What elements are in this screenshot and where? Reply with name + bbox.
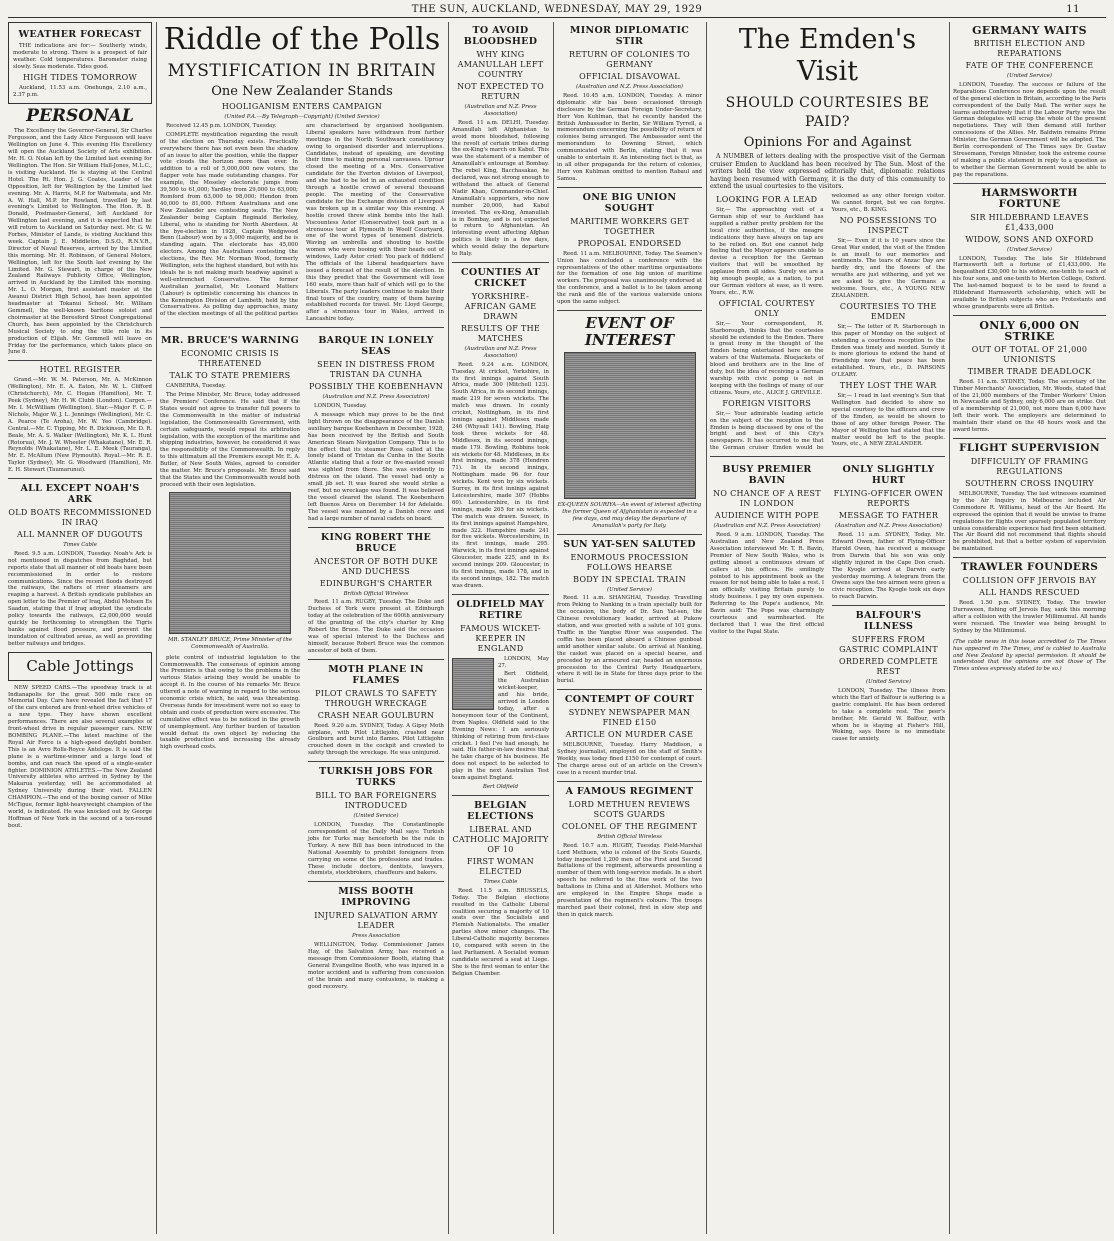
page-number: 11: [1066, 4, 1080, 15]
harmsworth-sub2: WIDOW, SONS AND OXFORD: [965, 234, 1094, 244]
turkish-body: LONDON, Tuesday. The Constantinople correspondent of the Daily Mail says: Turkish jobs for Turks may henceforth be the rule in Turkey. A new Bill has been introduced in the National Assembly to prohibit foreigners from carrying on some of the professions and trades. These include doctors, dentists, lawyers, chemists, stockbrokers, chauffeurs and bakers.: [308, 822, 444, 877]
moth-subtitle: PILOT CRAWLS TO SAFETY THROUGH WRECKAGE: [315, 688, 437, 708]
flight-sub2: SOUTHERN CROSS INQUIRY: [965, 479, 1094, 488]
balfour-body: LONDON, Tuesday. The illness from which the Earl of Balfour is suffering is a gastric complaint. He has been ordered to take a complete rest. The peer's brother, Mr. Gerald W. Balfour, with whom he is staying at Fisher's Hill, Woking, says there is no immediate cause for anxiety.: [832, 688, 945, 743]
column-5: [557, 22, 702, 1234]
emden-letters: [710, 193, 945, 452]
column-8: [953, 22, 1106, 1234]
robert-bruce-body: Reed. 11 a.m. RUGBY, Tuesday. The Duke and Duchess of York were present at Edinburgh today at the celebration of the 600th anniversary of the granting of the city's charter by King Robert the Bruce. The Duke said the occasion was of special interest to the Duchess and himself, because Robert Bruce was the common ancestor of both of them.: [308, 599, 444, 654]
letter-4-title: NO POSSESSIONS TO INSPECT: [839, 215, 937, 235]
cricket-credit: (Australian and N.Z. Press Association): [464, 345, 537, 359]
barque-subtitle: SEEN IN DISTRESS FROM TRISTAN DA CUNHA: [317, 360, 435, 380]
divider: [308, 659, 444, 660]
divider: [160, 327, 444, 328]
regiment-title: A FAMOUS REGIMENT: [565, 785, 694, 797]
riddle-dateline: Received 12.45 p.m. LONDON, Tuesday.: [166, 122, 277, 129]
emden-lower-columns: [710, 461, 945, 745]
souriya-photo: [564, 352, 696, 499]
bruce-body-2: plete control of industrial legislation to the Commonwealth. The consensus of opinion among the Premiers is that owing to the problems in the various States arising they would be unable to accept it. In the course of his remarks Mr. Bruce uttered a note of warning in regard to the serious economic crisis which, he said, was threatening. Overseas funds for investment were not so easy to obtain and costs of production were excessive. The cumulative effect was to be noticed in the growth of unemployment. Any further burden of taxation would defeat its own object by reducing the taxable production and increasing the already high overhead costs.: [160, 654, 300, 751]
belgian-sub2: FIRST WOMAN ELECTED: [466, 856, 535, 876]
column-rule: [448, 22, 449, 1234]
riddle-sub2: One New Zealander Stands: [211, 84, 393, 99]
oldfield-dateline: LONDON, May 27.: [498, 655, 549, 669]
contempt-title: CONTEMPT OF COURT: [564, 694, 695, 706]
letter-2-body: Sir,— Your correspondent, H. Starborough, thinks that the courtesies should be extended to the Emden. There is great irony in the thought of the Emden being entertained here on the waters of the Waitemata. Bluejackets of blood and brothers are in the line of duty, but the idea of receiving a German warship with civic pomp is not in keeping with the feelings of many of our citizens. Yours, etc., ALICE J. GREVILLE.: [710, 320, 824, 396]
avoid-bloodshed-title: TO AVOID BLOODSHED: [463, 25, 538, 47]
cricket-title: COUNTIES AT CRICKET: [461, 266, 540, 289]
germany-waits-body: LONDON, Tuesday. The success or failure of the Reparations Conference now depends upon the result of the general election in Britain, according to the Paris correspondent of the Daily Mail. The writer says he learns authoritatively that if the Labour Party wins the German delegates will scrap the whole of the present negotiations. They will then demand still further concessions of the Allies. Mr. Baldwin remains Prime Minister, the German Government will be adopted. The Berlin correspondent of The Times says Dr. Gustav Stresemann, Foreign Minister, took the extreme course of making a public statement in reply to a question as to whether the German Government would be able to pay the reparations.: [953, 81, 1106, 178]
turkish-subtitle: BILL TO BAR FOREIGNERS INTRODUCED: [315, 791, 437, 811]
divider: [953, 183, 1106, 184]
riddle-sub3: HOOLIGANISM ENTERS CAMPAIGN: [221, 102, 383, 111]
divider: [308, 881, 444, 882]
riddle-subtitle: MYSTIFICATION IN BRITAIN: [167, 61, 437, 81]
divider: [953, 438, 1106, 439]
riddle-columns: [160, 123, 444, 323]
trawler-body: Reed. 1.50 p.m. SYDNEY, Today. The trawler Durraween, fishing off Jervois Bay, sank this morning after a collision with the trawler Millimumul. All hands were rescued. The trawler was being brought to Sydney by the Millimumul.: [953, 600, 1106, 634]
letter-3-title: FOREIGN VISITORS: [722, 398, 812, 408]
divider: [8, 360, 152, 361]
letter-5-body: Sir,— The letter of R. Starborough in this paper of Monday on the subject of extending a courteous reception to the Emden was timely and needed. Surely it is more glorious to extend the hand of friendship now that peace has been established. Yours, etc., D. PARSONS O'LEARY.: [831, 323, 945, 379]
divider: [557, 187, 702, 188]
barque-body: A message which may prove to be the first light thrown on the disappearance of the Danish auxiliary barque Koebenhavn in December, 1928, has been received by the British and South American Steam Navigation Company. This is to the effect that its steamer Ross called at the lonely island of Tristan da Cunha in the South Atlantic stating that a four or five-masted vessel was sighted from there. She was evidently in distress on the island. The vessel had only a small jib set. It was feared she would strike a reef, but no wreckage was found. It was believed the vessel cleared the island. The Koebenhavn left Buenos Aires on December 14 for Adelaide. The vessel was manned by a Danish crew and had a large number of naval cadets on board.: [308, 412, 444, 522]
trawler-sub2: ALL HANDS RESCUED: [979, 588, 1080, 598]
owen-title: ONLY SLIGHTLY HURT: [842, 464, 935, 487]
riddle-title: Riddle of the Polls: [163, 22, 441, 57]
cable-jottings-body: NEW SPEED CARS.—The speedway track is at Indianapolis for the great 500 mile race on Memorial Day. Cars have revealed the fact that 17 of the cars entered are front-wheel drive vehicles of a new type. They have shown excellent performances. There are also several examples of front-wheel drive in regular passenger cars. NEW BOMBING PLANE.—The latest machine of the Royal Air Force is a high-speed daylight bomber. This is an Avro Rolls-Royce Antelope. It is said the plane is a wartime-winner and a large load of bombs, and can reach the speed of a single-seater fighter. DOMINION ATHLETES.—The New Zealand University athletes who arrived in Sydney by the Makarua yesterday, will be accommodated at Sydney University during their visit. FALLEN CHAMPION.—The end of the boxing career of Mike McTigue, former light-heavyweight champion of the world, is indicated. He was knocked out by George Hoffman of New York in the second of a ten-round bout.: [8, 684, 152, 829]
moth-title: MOTH PLANE IN FLAMES: [328, 663, 424, 686]
trawler-subtitle: COLLISION OFF JERVOIS BAY: [962, 576, 1097, 586]
strike-subtitle: OUT OF TOTAL OF 21,000 UNIONISTS: [971, 344, 1088, 364]
barque-sub2: POSSIBLY THE KOEBENHAVN: [308, 382, 444, 392]
weather-text: THE indications are for:— Southerly winds, moderate to strong. There is a prospect of fair weather. Cold temperatures. Barometer rising slowly. Seas moderate. Tides good.: [13, 43, 147, 70]
regiment-credit: British Official Wireless: [597, 833, 662, 840]
sun-yat-sen-credit: (United Service): [607, 586, 652, 593]
harmsworth-body: LONDON, Tuesday. The late Sir Hildebrand Harmsworth left a fortune of £1,433,000. He bequeathed £30,000 to his widow, one-tenth to each of his four sons, and one-tenth to Merton College, Oxford. The last-named bequest is to be used to found a Hildebrand Harmsworth scholarship, which will be available to British subjects who are Protestants and whose grandparents were all British.: [953, 255, 1106, 310]
bavin-credit: (Australian and N.Z. Press Association): [713, 523, 821, 530]
diplomatic-title: MINOR DIPLOMATIC STIR: [569, 25, 690, 47]
diplomatic-sub2: OFFICIAL DISAVOWAL: [579, 72, 680, 81]
moth-body: Reed. 9.20 a.m. SYDNEY, Today. A Gipsy Moth airplane, with Pilot Littlejohn, crashed near Goulburn and burst into flames. Pilot Littlejohn crouched down in the cockpit and crawled to safety through the wreckage. He was uninjured.: [308, 722, 444, 757]
divider: [308, 761, 444, 762]
divider: [557, 310, 702, 311]
bavin-subtitle: NO CHANCE OF A REST IN LONDON: [713, 489, 821, 509]
lower-columns: [160, 332, 444, 992]
balfour-title: BALFOUR'S ILLNESS: [855, 610, 922, 633]
booth-title: MISS BOOTH IMPROVING: [338, 886, 414, 909]
balfour-credit: (United Service): [866, 679, 911, 686]
flight-title: FLIGHT SUPERVISION: [959, 442, 1100, 454]
one-union-subtitle: MARITIME WORKERS GET TOGETHER: [570, 216, 689, 236]
turkish-title: TURKISH JOBS FOR TURKS: [319, 766, 433, 789]
regiment-body: Reed. 10.7 a.m. RUGBY, Tuesday. Field-Marshal Lord Methuen, who is colonel of the Scots Guards, today inspected 1,200 men of the First and Second Battalions of the regiment, afterwards presenting a number of them with long-service medals. In a short speech he referred to the fine work of the two battalions in China and at Aldershot. Mothers who are employed in the Empire Shops made a presentation of the regiment's colours. The troops marched past their colonel, first in slow step and then in quick march.: [557, 842, 702, 918]
moth-sub2: CRASH NEAR GOULBURN: [317, 710, 435, 720]
booth-body: WELLINGTON, Today. Commissioner James Hay, of the Salvation Army, has received a message from Commissioner Booth, stating that General Evangeline Booth, who was injured in a motor accident and is suffering from concussion of the brain and many contusions, is making a good recovery.: [308, 942, 444, 990]
divider: [557, 781, 702, 782]
masthead-title: THE SUN, AUCKLAND, WEDNESDAY, MAY 29, 1929: [411, 4, 703, 15]
oldfield-title: OLDFIELD MAY RETIRE: [456, 598, 545, 621]
riddle-credit: (United P.A.—By Telegraph—Copyright) (United Service): [224, 114, 380, 120]
one-union-sub2: PROPOSAL ENDORSED: [577, 238, 682, 248]
noahs-ark-credit: Times Cable: [63, 542, 97, 549]
owen-sub2: MESSAGE TO FATHER: [838, 511, 939, 521]
booth-credit: Press Association: [352, 933, 400, 940]
emden-title: The Emden's Visit: [738, 24, 917, 87]
robert-bruce-sub2: EDINBURGH'S CHARTER: [319, 578, 433, 588]
divider: [953, 557, 1106, 558]
regiment-sub2: COLONEL OF THE REGIMENT: [561, 821, 698, 831]
germany-waits-title: GERMANY WAITS: [972, 24, 1087, 37]
barque-credit: (Australian and N.Z. Press Association): [322, 394, 430, 401]
cable-jottings-title: Cable Jottings: [26, 656, 134, 675]
personal-title: PERSONAL: [26, 106, 134, 127]
contempt-sub2: ARTICLE ON MURDER CASE: [565, 730, 694, 740]
owen-column: [832, 461, 945, 745]
emden-subtitle: SHOULD COURTESIES BE PAID?: [725, 95, 930, 130]
noahs-ark-title: ALL EXCEPT NOAH'S ARK: [20, 483, 140, 506]
bruce-photo: [169, 492, 291, 634]
tides-title: HIGH TIDES TOMORROW: [23, 72, 137, 82]
letter-2-title: OFFICIAL COURTESY ONLY: [718, 298, 815, 318]
one-union-body: Reed. 11 a.m. MELBOURNE, Today. The Seamen's Union has concluded a conference with the representatives of the other maritime organisations for the formation of one big union of maritime workers. The proposal was unanimously endorsed at the conference, and a ballot is to be taken among the rank and file of the various waterside unions upon the same subject.: [557, 250, 702, 306]
flight-subtitle: DIFFICULTY OF FRAMING REGULATIONS: [970, 457, 1089, 476]
belgian-credit: Times Cable: [483, 878, 518, 885]
booth-subtitle: INJURED SALVATION ARMY LEADER: [314, 911, 438, 931]
diplomatic-body: Reed. 10.45 a.m. LONDON, Tuesday. A minor diplomatic stir has been occasioned through disclosure by the German Foreign Under-Secretary, Herr Von Kuhlman, that he recently handed the British Ambassador in Berlin, Sir William Tyrrell, a memorandum concerning the possibility of return of colonies being arranged. The Ambassador sent the memorandum to Downing Street, which communicated with Berlin, stating that it was unable to entertain it. An interesting fact is that, as in all other propaganda for the return of colonies, Herr von Kuhlman omitted to mention Rabaul and Samoa.: [557, 92, 702, 182]
belgian-body: Reed. 11.5 a.m. BRUSSELS, Today. The Belgian elections resulted in the Catholic Liberal coalition securing a majority of 10 seats over the Socialists and Flemish Nationalists. The smaller parties show minor changes. The Liberal-Catholic majority becomes 10, compared with seven in the last Parliament. A Socialist woman candidate secured a seat at Liege. She is the first woman to enter the Belgian Chamber.: [452, 887, 549, 977]
column-rule: [156, 22, 157, 1234]
letter-6-title: THEY LOST THE WAR: [839, 381, 937, 391]
robert-bruce-title: KING ROBERT THE BRUCE: [320, 531, 432, 554]
strike-body: Reed. 11 a.m. SYDNEY, Today. The secretary of the Timber Merchants' Association, Mr. Woods, stated that of the 21,000 members of the Timber Workers' Union in Newcastle and Sydney, only 6,000 are on strike. Out of a membership of 21,000, not more than 6,000 have left their work. The employers are determined to maintain their stand on the 48 hours week and the award terms.: [953, 378, 1106, 434]
bruce-column: [160, 332, 300, 992]
divider: [452, 262, 549, 263]
column-1: [8, 22, 152, 1234]
emden-intro: A NUMBER of letters dealing with the prospective visit of the German cruiser Emden to Auckland has been received by The Sun. Most of the writers hold the view expressed editorially that, diplomatic relations having been resumed with Germany, it is the duty of this community to extend the usual courtesies to the visitors.: [710, 153, 945, 191]
turkish-credit: (United Service): [353, 813, 399, 820]
barque-dateline: LONDON, Tuesday.: [314, 403, 367, 410]
divider: [8, 478, 152, 479]
diplomatic-subtitle: RETURN OF COLONIES TO GERMANY: [569, 50, 690, 69]
cricket-body: Reed. 9.24 a.m. LONDON, Tuesday. At cricket, Yorkshire, in its first innings against South Africa, made 300 (Mitchell 123). South Africa, in its second innings, made 219 for seven wickets. The match was drawn. In county cricket, Nottingham, in its first innings against Middlesex made 246 (Whysall 141). Bowling, Haig took three wickets for 48. Middlesex, in its second innings, made 179. Bowling, Robbins took six wickets for 48. Middlesex, in its first innings, made 378 (Hendren 71). In its second innings, Nottingham made 96 for four wickets. Kent won by six wickets. Surrey, in its first innings against Leicestershire, made 307 (Hobbs 60). Leicestershire, in its first innings, made 265 for six wickets. The match was drawn. Sussex, in its first innings against Hampshire, made 322. Hampshire made 241 for five wickets. Worcestershire, in its first innings, made 295. Warwick, in its first innings against Gloucester, made 225, and in its second innings 209. Gloucester, in its first innings, made 178, and in its second innings, 182. The match was drawn.: [452, 361, 549, 589]
germany-waits-subtitle: BRITISH ELECTION AND REPARATIONS: [973, 39, 1086, 58]
cable-jottings-box: [8, 652, 152, 681]
hotel-title: HOTEL REGISTER: [39, 365, 121, 375]
contempt-subtitle: SYDNEY NEWSPAPER MAN FINED £150: [568, 708, 691, 728]
germany-waits-sub2: FATE OF THE CONFERENCE: [965, 61, 1094, 70]
souriya-photo-caption: EX-QUEEN SOURIYA—An event of interest affecting the former Queen of Afghanistan is expected in a few days, and may delay the departure of Amanullah's party for Italy.: [557, 501, 702, 529]
regiment-subtitle: LORD METHUEN REVIEWS SCOTS GUARDS: [568, 799, 691, 819]
letter-6-body: Sir,— I read in last evening's Sun that Wellington had decided to show no special courtesy to the officers and crew of the Emden, as would be shown to those of any other foreign Power. The Mayor of Wellington had stated that the matter would be left to the people. Yours, etc., A NEW ZEALANDER.: [831, 393, 945, 448]
belgian-title: BELGIAN ELECTIONS: [467, 799, 534, 822]
divider: [832, 605, 945, 606]
column-rule: [949, 22, 950, 1234]
masthead: [0, 0, 1114, 18]
column-rule: [706, 22, 707, 1234]
hotel-body: Grand.—Mr. W. M. Paterson, Mr. A. McKinnon (Wellington), Mr. E. A. Eaton, Mr. W. L. Clifford (Christchurch), Mr. C. Hogan (Hamilton), Mr. T. Peek (Sydney), Mr. H. W. Clubb (London). Cargen.—Mr. I. McWilliam (Wellington). Star.—Major F. C. P. Nichols, Major W. J. L. Jennings (Wellington), Mr. C. A. Pearce (Te Aroha), Mr. W. Yeo (Cambridge). Central.—Mr. C. Tipping, Mr. R. Dickinson, Mr. D. R. Beale, Mr. A. S. Walker (Wellington), Mr. K. L. Hunt (Rotorua), Mr. J. W. Wheeler (Whakatane), Mr. E. R. Reynolds (Whakatane), Mr. L. E. Meek (Tauranga), Mr. E. McAllum (New Plymouth). Royal.—Mr. R. E. Taylor (Sydney), Mr. G. Woodward (Hamilton), Mr. E. H. Stewart (Taumarunui).: [8, 377, 152, 474]
strike-sub2: TIMBER TRADE DEADLOCK: [967, 366, 1092, 376]
owen-body: Reed. 11 a.m. SYDNEY, Today. Mr. Edward Owen, father of Flying-Officer Harold Owen, has received a message from Darwin that his son was only slightly injured in the Cape Don crash. The Kyogle arrived at Darwin early yesterday morning. A telegram from the Owens says the two airmen were given a civic reception. The Kyogle took six days to reach Darwin.: [832, 532, 945, 601]
letter-3-body: Sir,— Your admirable leading article on the subject of the reception to the Emden is being discussed by one of the bright and best of this City's newspapers. It has occurred to me that the German cruiser Emden would be welcomed as any other foreign visitor. We cannot forget, but we can forgive. Yours, etc., B. KING.: [710, 192, 945, 452]
weather-title: WEATHER FORECAST: [18, 29, 142, 40]
personal-body: The Excellency the Governor-General, Sir Charles Fergusson, and the Lady Alice Fergusson will leave Wellington on June 4. This evening His Excellency will open the Auckland Society of Arts exhibition. Mr. H. O. Nolan left by the Limited last evening for Wellington. The Hon. Sir William Hall-Jones, M.L.C., is visiting Auckland. He is staying at the Central Hotel. The Rt. Hon. J. G. Coates, Leader of the Opposition, left for Wellington by the Limited last evening. Mr. A. Harris, M.P. for Waitemata, and Mr. A. W. Hall, M.P. for Rowland, travelled by last evening's Limited to Wellington. The Hon. R. B. Donald, Postmaster-General, left Auckland for Wellington last evening, and it is expected that he will return to Auckland on Saturday next. Mr. G. W. Forbes, Minister of Lands, is visiting Auckland this week. Captain J. E. Middleton, D.S.O., R.N.V.R., Director of Naval Reserves, arrived by the Limited this morning. Mr. H. Robinson, of General Motors, Wellington, left for the South last evening by the Limited. Mr. G. Stewart, in charge of the New Zealand Railways Publicity Office, Wellington, arrived in Auckland by the Limited this morning. Mr. L. O. Morgan, first assistant master at the Awanui District High School, has been appointed headmaster at Tokanui School. Mr. William Gemmell, the well-known baritone soloist and choirmaster at the Beresford Street Congregational Church, has been appointed by the Christchurch Musical Society to sing the title role in its production of Elijah. Mr. Gemmell will leave on Friday for the performance, which takes place on June 8.: [8, 128, 152, 356]
misc-column: [308, 332, 444, 992]
event-interest-title: EVENT OF INTEREST: [584, 313, 675, 349]
noahs-ark-sub2: ALL MANNER OF DUGOUTS: [17, 530, 143, 540]
strike-title: ONLY 6,000 ON STRIKE: [979, 318, 1080, 343]
balfour-sub2: ORDERED COMPLETE REST: [838, 657, 939, 677]
harmsworth-subtitle: SIR HILDEBRAND LEAVES £1,433,000: [970, 212, 1089, 232]
bruce-sub2: TALK TO STATE PREMIERS: [169, 371, 291, 381]
balfour-subtitle: SUFFERS FROM GASTRIC COMPLAINT: [839, 635, 938, 655]
divider: [452, 594, 549, 595]
avoid-bloodshed-body: Reed. 11 a.m. DELHI, Tuesday. Amanullah left Afghanistan to avoid more bloodshed, following the revolt of certain tribes during the ex-King's march on Kabul. This was the statement of a member of Amanullah's entourage at Bombay. The rebel King, Bacchasakao, he declared, was not strong enough to withstand the attack of General Nadir Khan, Commander-in-Chief. Amanullah's supporters, who now number 20,000, had Kabul invested. The ex-King, Amanullah is in Bombay, and is not expected to return to Afghanistan. An interesting event affecting Afghan politics is likely in a few days, which would delay the departure to Italy.: [452, 119, 549, 258]
trawler-title: TRAWLER FOUNDERS: [960, 561, 1099, 574]
sun-yat-sen-sub2: BODY IN SPECIAL TRAIN: [573, 574, 686, 584]
letter-1-title: LOOKING FOR A LEAD: [716, 194, 818, 204]
owen-credit: (Australian and N.Z. Press Association): [834, 523, 943, 530]
oldfield-body: Bert Oldfield, the Australian wicket-keeper, and his bride, arrived in London today, after a honeymoon tour of the Continent, from Naples. Oldfield said to the Evening News: I am seriously thinking of retiring from first-class cricket. I feel I've had enough, he said. His father-in-law desires that he take charge of his business. He does not expect to be selected to play in the next Australian Test team against England.: [452, 671, 549, 782]
divider: [308, 527, 444, 528]
masthead-rule: [8, 17, 1106, 18]
times-note: (The cable news in this issue accredited to The Times has appeared in The Times, and is cabled to Australia and New Zealand by special permission. It should be understood that the opinions are not those of The Times unless expressly stated to be so.): [953, 638, 1106, 673]
avoid-bloodshed-sub2: NOT EXPECTED TO RETURN: [457, 82, 544, 101]
oldfield-photo: [452, 658, 494, 710]
one-union-title: ONE BIG UNION SOUGHT: [582, 191, 677, 214]
avoid-bloodshed-subtitle: WHY KING AMANULLAH LEFT COUNTRY: [457, 50, 544, 79]
letter-1-body: Sir,— The approaching visit of a German ship of war to Auckland has supplied a rather pretty problem for the local civic authorities, if the meagre indications they have always on tap are to be relied on. But one cannot help feeling that the Mayor appears unable to devise a reception for the German visitors that will be smoothed by applause from all sides. Surely we are a big enough people, as a nation, to put our German visitors at ease, as it were. Yours, etc., R.W.: [710, 206, 824, 296]
column-2-3: [160, 22, 444, 1234]
weather-forecast-box: [8, 22, 152, 104]
bruce-body: The Prime Minister, Mr. Bruce, today addressed the Premiers' Conference. He said that if the States would not agree to transfer full powers to the Commonwealth in the matter of industrial legislation, the Commonwealth Government, with certain safeguards, would repeal its arbitration legislation, with the exception of the maritime and shipping industries, however, he considered it was the responsibility of the Commonwealth. In reply to this ultimatum all the Premiers except Mr. E. A. Butler, of New South Wales, agreed to consider the matter. Mr. Bruce's proposals. Mr. Bruce said that the States and the Commonwealth would both proceed with their own legislation.: [160, 392, 300, 488]
divider: [710, 456, 945, 457]
barque-title: BARQUE IN LONELY SEAS: [318, 335, 434, 358]
divider: [953, 315, 1106, 316]
belgian-subtitle: LIBERAL AND CATHOLIC MAJORITY OF 10: [452, 824, 549, 854]
germany-waits-credit: (United Service): [1007, 73, 1052, 79]
bruce-photo-caption: MR. STANLEY BRUCE, Prime Minister of the Commonwealth of Australia.: [167, 636, 293, 650]
oldfield-subtitle: FAMOUS WICKET-KEEPER IN ENGLAND: [460, 623, 541, 653]
letter-4-body: Sir,— Even if it is 10 years since the Great War ended, the visit of the Emden is an insult to our memories and sentiments. The tears of Anzac Day are hardly dry, and the flowers of the wreaths are just withering, and yet we are asked to give the Germans a welcome. Yours, etc., A YOUNG NEW ZEALANDER.: [831, 237, 945, 299]
tides-text: Auckland, 11.53 a.m. Onehunga, 2.10 a.m., 2.37 p.m.: [13, 84, 147, 98]
bruce-dateline: CANBERRA, Tuesday.: [166, 383, 226, 390]
harmsworth-title: HARMSWORTH FORTUNE: [981, 186, 1078, 210]
noahs-ark-subtitle: OLD BOATS RECOMMISSIONED IN IRAQ: [8, 508, 152, 528]
bavin-title: BUSY PREMIER BAVIN: [722, 464, 812, 487]
owen-subtitle: FLYING-OFFICER OWEN REPORTS: [833, 489, 944, 509]
cricket-subtitle: YORKSHIRE-AFRICAN GAME DRAWN: [464, 291, 537, 321]
cricket-sub2: RESULTS OF THE MATCHES: [460, 323, 541, 343]
noahs-ark-body: Reed. 9.5 a.m. LONDON, Tuesday. Noah's Ark is not mentioned in dispatches from Baghdad, but reports state that all manner of old boats have been recommissioned in order to restore communications. Since the recent floods destroyed the railways, the rafters of river steamers are reaping a harvest. A British syndicate publishes an open letter to the Premier of Iraq, Abdul Mohsen Es Saadun, stating that if Iraq adopted the syndicate policy towards the railways, £2,000,000 would quickly be forthcoming to strengthen the Tigris banks against flood pressure, and prevent the inundation of cultivated areas, as well as providing better railways and bridges.: [8, 550, 152, 647]
bruce-subtitle: ECONOMIC CRISIS IS THREATENED: [180, 349, 280, 369]
bruce-title: MR. BRUCE'S WARNING: [160, 335, 300, 347]
divider: [557, 689, 702, 690]
column-rule: [553, 22, 554, 1234]
harmsworth-credit: (United Service): [1007, 246, 1052, 253]
bavin-body: Reed. 9 a.m. LONDON, Tuesday. The Australian and New Zealand Press Association interviewed Mr. T. R. Bavin, Premier of New South Wales, who is getting almost a continuous stream of callers at his offices. He smilingly pointed to his appointment book as the reason for not being able to take a rest. I am officially visiting Britain purely to study business. I pay my own expenses. Referring to the Pope's audience, Mr. Bavin said: The Pope was charmingly courteous and warmhearted. He declared that I was the first official visitor to the Papal State.: [710, 532, 824, 635]
letter-5-title: COURTESIES TO THE EMDEN: [839, 301, 937, 321]
oldfield-photo-caption: Bert Oldfield: [482, 783, 519, 790]
bavin-column: [710, 461, 824, 745]
contempt-body: MELBOURNE, Tuesday. Harry Maddison, a Sydney journalist, employed on the staff of Smith's Weekly, was today fined £150 for contempt of court. The charge arose out of an article on the Crown's case in a recent murder trial.: [557, 742, 702, 776]
riddle-body: COMPLETE mystification regarding the result of the election on Thursday exists. Practically everywhere there has not even been the shadow of an issue to alter the position, while the flapper vote clouds the horizon more than ever. In addition to a roll of 5,000,000 new voters, the flapper vote has made outstanding changes. For example, the Moseley electorate jumps from 39,500 to 61,000; Yardley from 29,000 to 63,000; Romford from 63,000 to 98,000; Hendon from 40,000 to 81,000. Fifteen Australians and one New Zealander are contesting seats. The New Zealander being Captain Reginald Berkeley, Liberal, who is standing for North Aberdeen. At the bye-election in 1928, Captain Wedgwood Benn (Labour) won by a 5,000 majority, and he is standing again. The electorate has 45,000 electors. Among the Australians contesting the elections, the Rev. Mr. Norman Wood, formerly Wellington, sets the highest standard, but with his ideals he is not making much headway against a well-entrenched Conservative. The former Australian journalist, Mr. Leonard Matters (Labour) is optimistic concerning his chances in the Kennington Division of Lambeth, held by the Conservatives. As polling day approaches, many of the election meetings of all the political parties are characterised by organised hooliganism. Liberal speakers have withdrawn from further meetings in the North Southwark constituency owing to organised disorder and interruptions. Candidates, instead of speaking, are devoting their time to making personal canvasses. Uproar closed the meeting of a Mrs. Conservative candidate for the Everton division of Liverpool, and she had to be led in an exhausted condition through a hostile crowd of several thousand people. The meeting of the Conservative candidate for the Exchange division of Liverpool was broken up in a similar way this evening. A hostile crowd threw stink bombs into the hall. Viscountess Astor (Conservative) took part in a strenuous tour at Plymouth in Woolf Courtyard, one of the worst types of tenement districts. Waving an umbrella and shouting to hostile women who were booing with their heads out of windows, Lady Astor cried: You pack of fiddlers! The officials of the Liberal headquarters have issued a forecast of the result of the election. In this they predict that the Government will lose 160 seats, more than half of which will go to the Liberals. The party leaders continue to make their final tours of the country, many of them having established records for travel. Mr. Lloyd George, after a strenuous tour in Wales, arrived in Lancashire today.: [160, 122, 444, 323]
avoid-bloodshed-credit: (Australian and N.Z. Press Association): [464, 104, 537, 117]
column-6-7: [710, 22, 945, 1234]
robert-bruce-credit: British Official Wireless: [343, 590, 409, 597]
bavin-sub2: AUDIENCE WITH POPE: [714, 511, 820, 521]
sun-yat-sen-body: Reed. 11 a.m. SHANGHAI, Tuesday. Travelling from Peking to Nanking in a train specially built for the occasion, the body of Dr. Sun Yat-sen, the Chinese revolutionary leader, arrived at Pukow station, and was greeted with a salute of 101 guns. Traffic in the Yangtse River was suspended. The coffin has been placed aboard a Chinese gunboat amid another similar salute. On arrival at Nanking, the casket was placed on a special hearse, and preceded by an armoured car, headed an enormous procession to the Central Party Headquarters, where it will lie in State for three days prior to the burial.: [557, 595, 702, 685]
robert-bruce-subtitle: ANCESTOR OF BOTH DUKE AND DUCHESS: [313, 556, 439, 576]
divider: [452, 795, 549, 796]
divider: [557, 534, 702, 535]
flight-body: MELBOURNE, Tuesday. The last witnesses examined by the Air Inquiry in Melbourne included Air Commodore R. Williams, head of the Air Board. He expressed the opinion that it would be unwise to frame regulations for flights over sparsely populated territory unless considerable experience had first been obtained. The Air Board did not recommend that flights should be prohibited, but that a better system of supervision be maintained.: [953, 491, 1106, 553]
diplomatic-credit: (Australian and N.Z. Press Association): [575, 84, 684, 90]
sun-yat-sen-title: SUN YAT-SEN SALUTED: [563, 538, 696, 550]
emden-sub2: Opinions For and Against: [743, 135, 912, 150]
sun-yat-sen-subtitle: ENORMOUS PROCESSION FOLLOWS HEARSE: [570, 552, 689, 572]
column-4: [452, 22, 549, 1234]
